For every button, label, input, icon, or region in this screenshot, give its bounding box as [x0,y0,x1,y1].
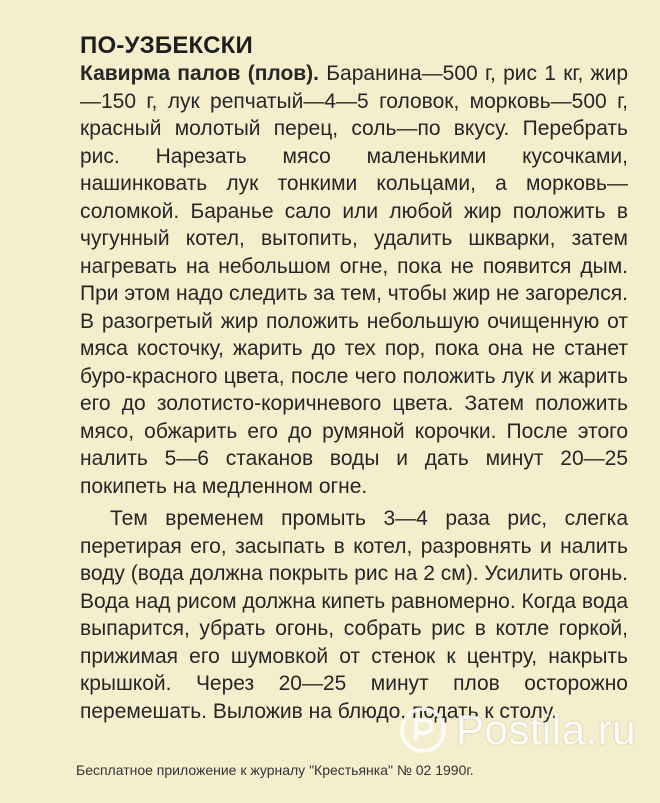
postila-logo-icon [400,707,446,753]
recipe-paragraph-1-text: Баранина—500 г, рис 1 кг, жир—150 г, лук репчатый—4—5 головок, морковь—500 г, красный молотый перец, соль—по вкусу. Перебрать рис. Нарезать мясо маленькими кусочками, нашинковать лук тонкими кольцами, а морковь—соломкой. Баранье сало или любой жир положить в чугунный котел, вытопить, удалить шкварки, затем нагревать на небольшом огне, пока не появится дым. При этом надо следить за тем, чтобы жир не загорелся. В разогретый жир положить небольшую очищенную от мяса косточку, жарить до тех пор, пока она не станет буро-красного цвета, после чего положить лук и жарить его до золотисто-коричневого цвета. Затем положить мясо, обжарить его до румяной корочки. После этого налить 5—6 стаканов воды и дать минут 20—25 покипеть на медленном огне. [80,62,629,498]
watermark [400,706,636,754]
section-heading: ПО-УЗБЕКСКИ [80,32,253,59]
source-footer: Бесплатное приложение к журналу "Крестьянка" № 02 1990г. [76,762,474,778]
recipe-paragraph-2: Тем временем промыть 3—4 раза рис, слегка перетирая его, засыпать в котел, разровнять и налить воду (вода должна покрыть рис на 2 см). Усилить огонь. Вода над рисом должна кипеть равномерно. Когда вода выпарится, убрать огонь, собрать рис в котле горкой, прижимая его шумовкой от стенок к центру, накрыть крышкой. Через 20—25 минут плов осторожно перемешать. Выложив на блюдо, подать к столу. [80,507,628,723]
recipe-title: Кавирма палов (плов). [80,62,320,85]
recipe-paragraph-1 [80,60,628,500]
watermark-text: Postila.ru [456,706,637,753]
recipe-body [80,60,628,725]
